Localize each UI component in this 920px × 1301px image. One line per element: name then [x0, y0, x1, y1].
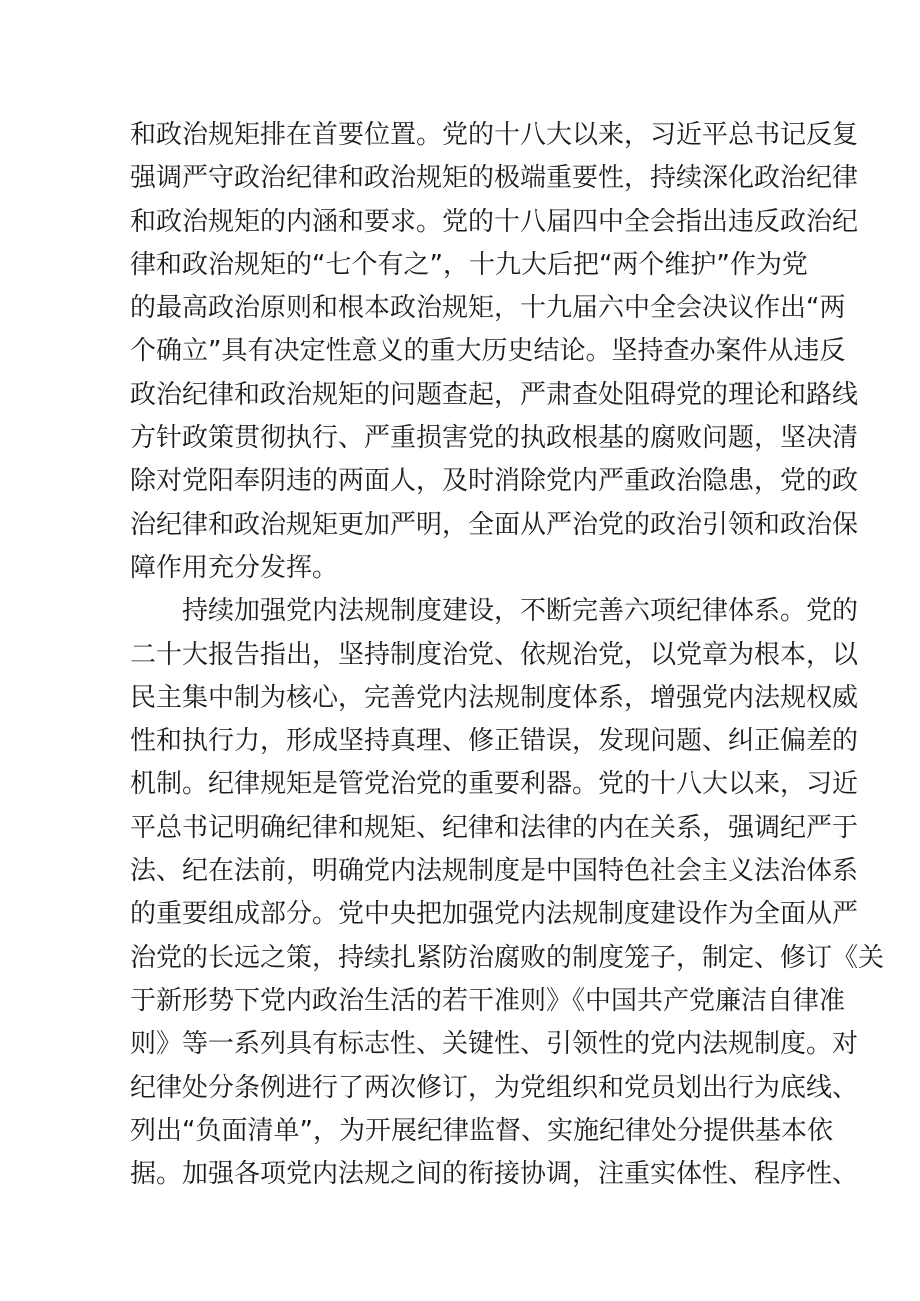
text-line: 民主集中制为核心，完善党内法规制度体系，增强党内法规权威	[130, 682, 859, 713]
text-line: 的最高政治原则和根本政治规矩，十九届六中全会决议作出“两	[130, 293, 846, 324]
text-line: 机制。纪律规矩是管党治党的重要利器。党的十八大以来，习近	[130, 769, 859, 800]
text-line: 除对党阳奉阴违的两面人，及时消除党内严重政治隐患，党的政	[130, 466, 859, 497]
text-line: 的重要组成部分。党中央把加强党内法规制度建设作为全面从严	[130, 899, 859, 930]
text-line: 政治纪律和政治规矩的问题查起，严肃查处阻碍党的理论和路线	[130, 379, 859, 410]
text-line: 持续加强党内法规制度建设，不断完善六项纪律体系。党的	[130, 596, 859, 627]
text-line: 治党的长远之策，持续扎紧防治腐败的制度笼子，制定、修订《关	[130, 942, 885, 973]
text-line: 法、纪在法前，明确党内法规制度是中国特色社会主义法治体系	[130, 856, 859, 887]
text-line: 障作用充分发挥。	[130, 552, 339, 583]
text-line: 个确立”具有决定性意义的重大历史结论。坚持查办案件从违反	[130, 336, 846, 367]
text-line: 则》等一系列具有标志性、关键性、引领性的党内法规制度。对	[130, 1029, 859, 1060]
text-line: 强调严守政治纪律和政治规矩的极端重要性，持续深化政治纪律	[130, 163, 859, 194]
text-line: 性和执行力，形成坚持真理、修正错误，发现问题、纠正偏差的	[130, 726, 859, 757]
text-line: 律和政治规矩的“七个有之”，十九大后把“两个维护”作为党	[130, 249, 808, 280]
text-line: 列出“负面清单”，为开展纪律监督、实施纪律处分提供基本依	[130, 1115, 833, 1146]
text-line: 治纪律和政治规矩更加严明，全面从严治党的政治引领和政治保	[130, 509, 859, 540]
document-body	[130, 114, 885, 1196]
text-line: 平总书记明确纪律和规矩、纪律和法律的内在关系，强调纪严于	[130, 812, 859, 843]
text-line: 方针政策贯彻执行、严重损害党的执政根基的腐败问题，坚决清	[130, 423, 859, 454]
paragraph-2	[130, 590, 885, 1196]
text-line: 于新形势下党内政治生活的若干准则》《中国共产党廉洁自律准	[130, 985, 846, 1016]
text-line: 和政治规矩的内涵和要求。党的十八届四中全会指出违反政治纪	[130, 206, 859, 237]
paragraph-1	[130, 114, 859, 590]
text-line: 二十大报告指出，坚持制度治党、依规治党，以党章为根本，以	[130, 639, 859, 670]
text-line: 纪律处分条例进行了两次修订，为党组织和党员划出行为底线、	[130, 1072, 859, 1103]
text-line: 据。加强各项党内法规之间的衔接协调，注重实体性、程序性、	[130, 1159, 859, 1190]
text-line: 和政治规矩排在首要位置。党的十八大以来，习近平总书记反复	[130, 120, 859, 150]
